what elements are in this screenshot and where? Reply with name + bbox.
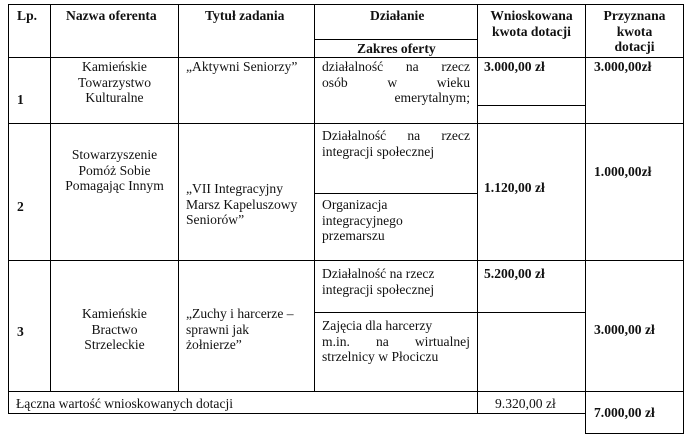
row-name: Stowarzyszenie Pomóż Sobie Pomagając Innym [65,147,164,193]
row-action-a: Działalność na rzecz integracji społecznej [322,128,470,159]
row-granted: 1.000,00zł [594,164,652,179]
row-title: „Zuchy i harcerze – sprawni jak żołnierze” [186,306,294,352]
row-lp: 1 [17,92,24,107]
rule-col-granted [585,4,586,434]
row-requested: 5.200,00 zł [484,266,545,281]
rule-right [683,4,684,434]
header-name: Nazwa oferenta [66,8,157,23]
row-action-a: Działalność na rzecz integracji społecznej [322,266,435,297]
rule-row1-req [477,105,585,106]
rule-top [8,4,683,5]
row-action-b: Organizacja integracyjnego przemarszu [322,197,403,243]
justified-line-end: emerytalnym; [394,90,470,105]
row-action-b: Zajęcia dla harcerzy m.in. na wirtualnej strzelnicy w Płociczu [322,318,470,364]
justified-line: działalność na rzecz [322,59,470,74]
total-label: Łączna wartość wnioskowanych dotacji [16,396,234,411]
justified-line: m.in. na wirtualnej [322,333,470,349]
rule-row3-bottom [8,391,683,392]
rule-bottom [585,433,683,434]
header-granted: Przyznana kwota dotacji [603,8,666,54]
row-lp: 2 [17,199,24,214]
header-lp: Lp. [17,8,38,23]
header-scope: Zakres oferty [357,41,436,56]
header-requested: Wnioskowana kwota dotacji [490,8,573,39]
row-requested: 1.120,00 zł [484,180,545,195]
row-requested: 3.000,00 zł [484,59,545,74]
rule-left [8,4,9,414]
total-requested: 9.320,00 zł [495,396,556,411]
rule-row2-split [314,193,478,194]
rule-col-requested [477,4,478,414]
header-action: Działanie [370,8,425,23]
justified-line: osób w wieku [322,74,470,90]
row-title: „VII Integracyjny Marsz Kapeluszowy Seniorów” [186,181,298,227]
justified-line: Działalność na rzecz [322,128,470,143]
header-title: Tytuł zadania [205,8,285,23]
rule-col-title [178,4,179,392]
row-action [322,59,470,106]
row-name: Kamieńskie Bractwo Strzeleckie [82,306,147,352]
rule-header-bottom [8,57,683,58]
row-name: Kamieńskie Towarzystwo Kulturalne [77,59,152,105]
total-granted: 7.000,00 zł [594,405,655,420]
rule-col-action [314,4,315,392]
rule-row1-bottom [8,123,683,124]
rule-total-mid [8,413,585,414]
row-title: „Aktywni Seniorzy” [186,59,298,74]
rule-row2-bottom [8,260,683,261]
row-lp: 3 [17,324,24,339]
rule-row3-split [314,312,585,313]
rule-subheader [314,39,478,40]
row-granted: 3.000,00 zł [594,322,655,337]
row-granted: 3.000,00zł [594,59,652,74]
